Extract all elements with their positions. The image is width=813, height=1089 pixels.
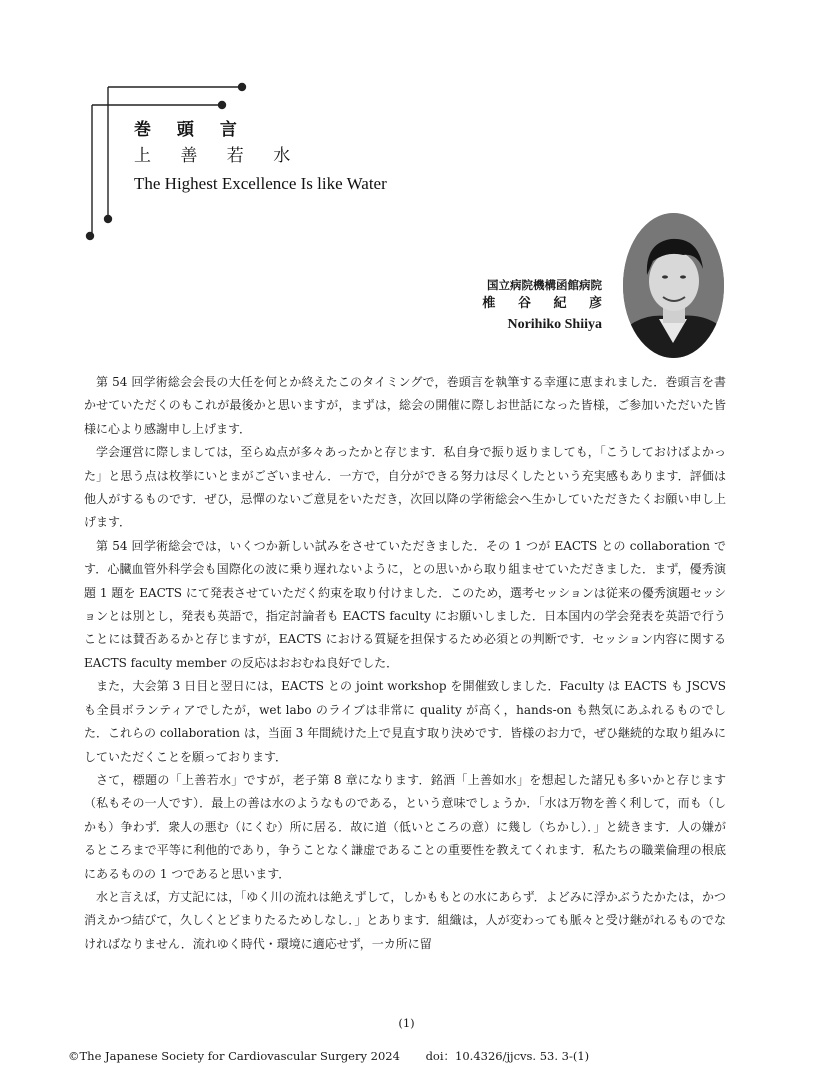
body-paragraph: 第 54 回学術総会会長の大任を何とか終えたこのタイミングで，巻頭言を執筆する幸運に恵まれました．巻頭言を書かせていただくのもこれが最後かと思いますが，まずは，総会の開催に際しお世話になった皆様，ご参加いただいた皆様に心より感謝申し上げます．	[84, 375, 726, 436]
author-portrait-icon	[623, 213, 724, 358]
copyright-notice: ©The Japanese Society for Cardiovascular Surgery 2024	[68, 1049, 400, 1063]
author-name-japanese: 椎 谷 紀 彦	[482, 296, 611, 311]
author-block	[482, 276, 611, 336]
article-heading	[134, 118, 387, 197]
page-footer	[68, 1048, 589, 1064]
article-body	[84, 371, 726, 956]
author-affiliation: 国立病院機構函館病院	[487, 278, 602, 292]
body-paragraph: 学会運営に際しましては，至らぬ点が多々あったかと存じます．私自身で振り返りましても，「こうしておけばよかった」と思う点は枚挙にいとまがございません．一方で，自分ができる努力は尽くしたという充実感もあります．評価は他人がするものです．ぜひ，忌憚のないご意見をいただき，次回以降の学術総会へ生かしていただきたくお願い申し上げます．	[84, 445, 726, 530]
body-paragraph: 水と言えば，方丈記には，「ゆく川の流れは絶えずして，しかももとの水にあらず．よどみに浮かぶうたかたは，かつ消えかつ結びて，久しくとどまりたるためしなし．」とあります．組織は，人が変わっても脈々と受け継がれるものでなければなりません．流れゆく時代・環境に適応せず，一カ所に留	[84, 889, 726, 951]
body-paragraph: さて，標題の「上善若水」ですが，老子第 8 章になります．銘酒「上善如水」を想起した諸兄も多いかと存じます（私もその一人です）．最上の善は水のようなものである，という意味でしょうか．「水は万物を善く利して，而も（しかも）争わず．衆人の悪む（にくむ）所に居る．故に道（低いところの意）に幾し（ちかし）．」と続きます．人の嫌がるところまで平等に利他的であり，争うことなく謙虚であることの重要性を教えてくれます．私たちの職業倫理の根底にあるものの 1 つであると思います．	[84, 772, 726, 881]
author-photo	[623, 213, 724, 358]
article-kind: 巻 頭 言	[134, 120, 247, 140]
body-paragraph: また，大会第 3 日目と翌日には，EACTS との joint workshop を開催致しました．Faculty は EACTS も JSCVS も全員ボランティアでしたが，wet labo のライブは非常に quality が高く，hands-on も熱気にあふれるものでした．これらの collaboration は，当面 3 年間続けた上で見直す取り決めです．皆様のお力で，ぜひ継続的な取り組みにしていただくことを願っております．	[84, 679, 726, 764]
author-name-english: Norihiko Shiiya	[507, 317, 602, 332]
page-number: (1)	[398, 1016, 415, 1030]
title-japanese: 上 善 若 水	[134, 146, 303, 166]
body-paragraph: 第 54 回学術総会では，いくつか新しい試みをさせていただきました．その 1 つが EACTS との collaboration です．心臓血管外科学会も国際化の波に乗り遅れないように，との思いから取り組ませていただきました．まず，優秀演題 1 題を EACTS にて発表させていただく約束を取り付けました．このため，選考セッションは従来の優秀演題セッションとは別とし，発表も英語で，指定討論者も EACTS faculty にお願いしました．日本国内の学会発表を英語で行うことには賛否あるかと存じますが，EACTS における質疑を担保するため必須との判断です．セッション内容に関する EACTS faculty member の反応はおおむね良好でした．	[84, 538, 726, 670]
title-english: The Highest Excellence Is like Water	[134, 174, 387, 193]
doi-reference: doi：10.4326/jjcvs. 53. 3-(1)	[425, 1049, 590, 1063]
